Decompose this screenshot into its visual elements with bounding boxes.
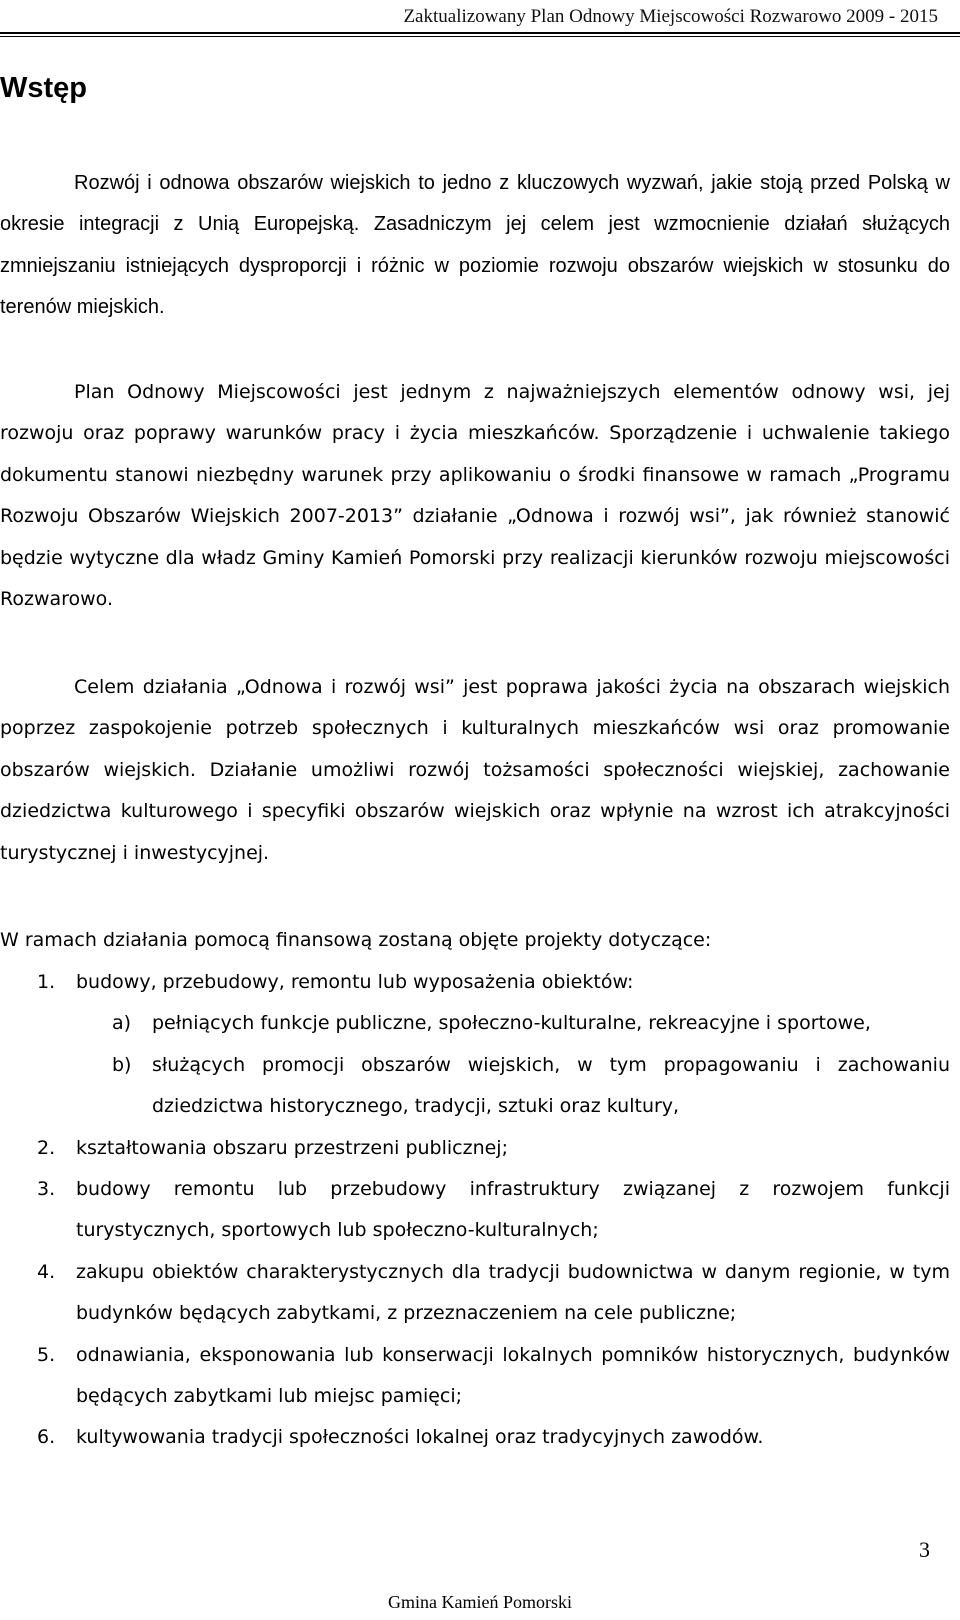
list-item: [0, 1252, 950, 1335]
sub-list-item: [76, 1003, 950, 1044]
list-item-text: budowy remontu lub przebudowy infrastruktury związanej z rozwojem funkcji turystycznych, sportowych lub społeczno-kulturalnych;: [76, 1178, 950, 1242]
header-rule: [0, 32, 960, 34]
list-item-number: 3.: [37, 1178, 56, 1201]
list-item-text: zakupu obiektów charakterystycznych dla tradycji budownictwa w danym regionie, w tym budynków będących zabytkami, z przeznaczeniem na cele publiczne;: [76, 1260, 950, 1325]
page-number: 3: [919, 1537, 930, 1562]
list-item-text: kultywowania tradycji społeczności lokalnej oraz tradycyjnych zawodów.: [76, 1426, 764, 1449]
paragraph-2: Plan Odnowy Miejscowości jest jednym z najważniejszych elementów odnowy wsi, jej rozwoju oraz poprawy warunków pracy i życia mieszkańców. Sporządzenie i uchwalenie takiego dokumentu stanowi niezbędny warunek przy aplikowaniu o środki finansowe w ramach „Programu Rozwoju Obszarów Wiejskich 2007-2013” działanie „Odnowa i rozwój wsi”, jak również stanowić będzie wytyczne dla władz Gminy Kamień Pomorski przy realizacji kierunków rozwoju miejscowości Rozwarowo.: [0, 381, 950, 611]
list-item-text: budowy, przebudowy, remontu lub wyposażenia obiektów:: [76, 971, 634, 993]
sub-list-item: [76, 1045, 950, 1128]
sub-list-text: pełniących funkcje publiczne, społeczno-kulturalne, rekreacyjne i sportowe,: [152, 1012, 871, 1035]
list-item-text: kształtowania obszaru przestrzeni publicznej;: [76, 1136, 508, 1159]
paragraph-3: Celem działania „Odnowa i rozwój wsi” jest poprawa jakości życia na obszarach wiejskich poprzez zaspokojenie potrzeb społecznych i kulturalnych mieszkańców wsi oraz promowanie obszarów wiejskich. Działanie umożliwi rozwój tożsamości społeczności wiejskiej, zachowanie dziedzictwa kulturowego i specyfiki obszarów wiejskich oraz wpłynie na wzrost ich atrakcyjności turystycznej i inwestycyjnej.: [0, 676, 950, 864]
list-item-number: 2.: [37, 1136, 56, 1159]
paragraph-1: Rozwój i odnowa obszarów wiejskich to jedno z kluczowych wyzwań, jakie stoją przed Polską w okresie integracji z Unią Europejską. Zasadniczym jej celem jest wzmocnienie działań służących zmniejszaniu istniejących dysproporcji i różnic w poziomie rozwoju obszarów wiejskich w stosunku do terenów miejskich.: [0, 172, 950, 319]
page-footer: Gmina Kamień Pomorski: [388, 1592, 572, 1612]
running-header: Zaktualizowany Plan Odnowy Miejscowości Rozwarowo 2009 - 2015: [403, 6, 938, 27]
section-heading: Wstęp: [0, 72, 87, 104]
list-item-number: 5.: [37, 1343, 56, 1366]
sub-list-text: służących promocji obszarów wiejskich, w tym propagowaniu i zachowaniu dziedzictwa historycznego, tradycji, sztuki oraz kultury,: [152, 1053, 950, 1118]
list-intro: W ramach działania pomocą finansową zostaną objęte projekty dotyczące:: [0, 929, 712, 951]
list-item: [0, 1417, 950, 1458]
list-item: [0, 962, 950, 1128]
list-item-number: 6.: [37, 1426, 56, 1449]
sub-list: [76, 1003, 950, 1127]
list-item: [0, 1335, 950, 1418]
project-list: [0, 962, 950, 1459]
list-item: [0, 1128, 950, 1169]
list-item: [0, 1169, 950, 1252]
sub-list-letter: b): [112, 1053, 132, 1076]
list-item-number: 4.: [37, 1260, 56, 1283]
sub-list-letter: a): [112, 1012, 132, 1035]
list-item-text: odnawiania, eksponowania lub konserwacji lokalnych pomników historycznych, budynków będących zabytkami lub miejsc pamięci;: [76, 1343, 950, 1408]
header-rule-thin: [0, 36, 960, 37]
list-item-number: 1.: [37, 971, 56, 993]
